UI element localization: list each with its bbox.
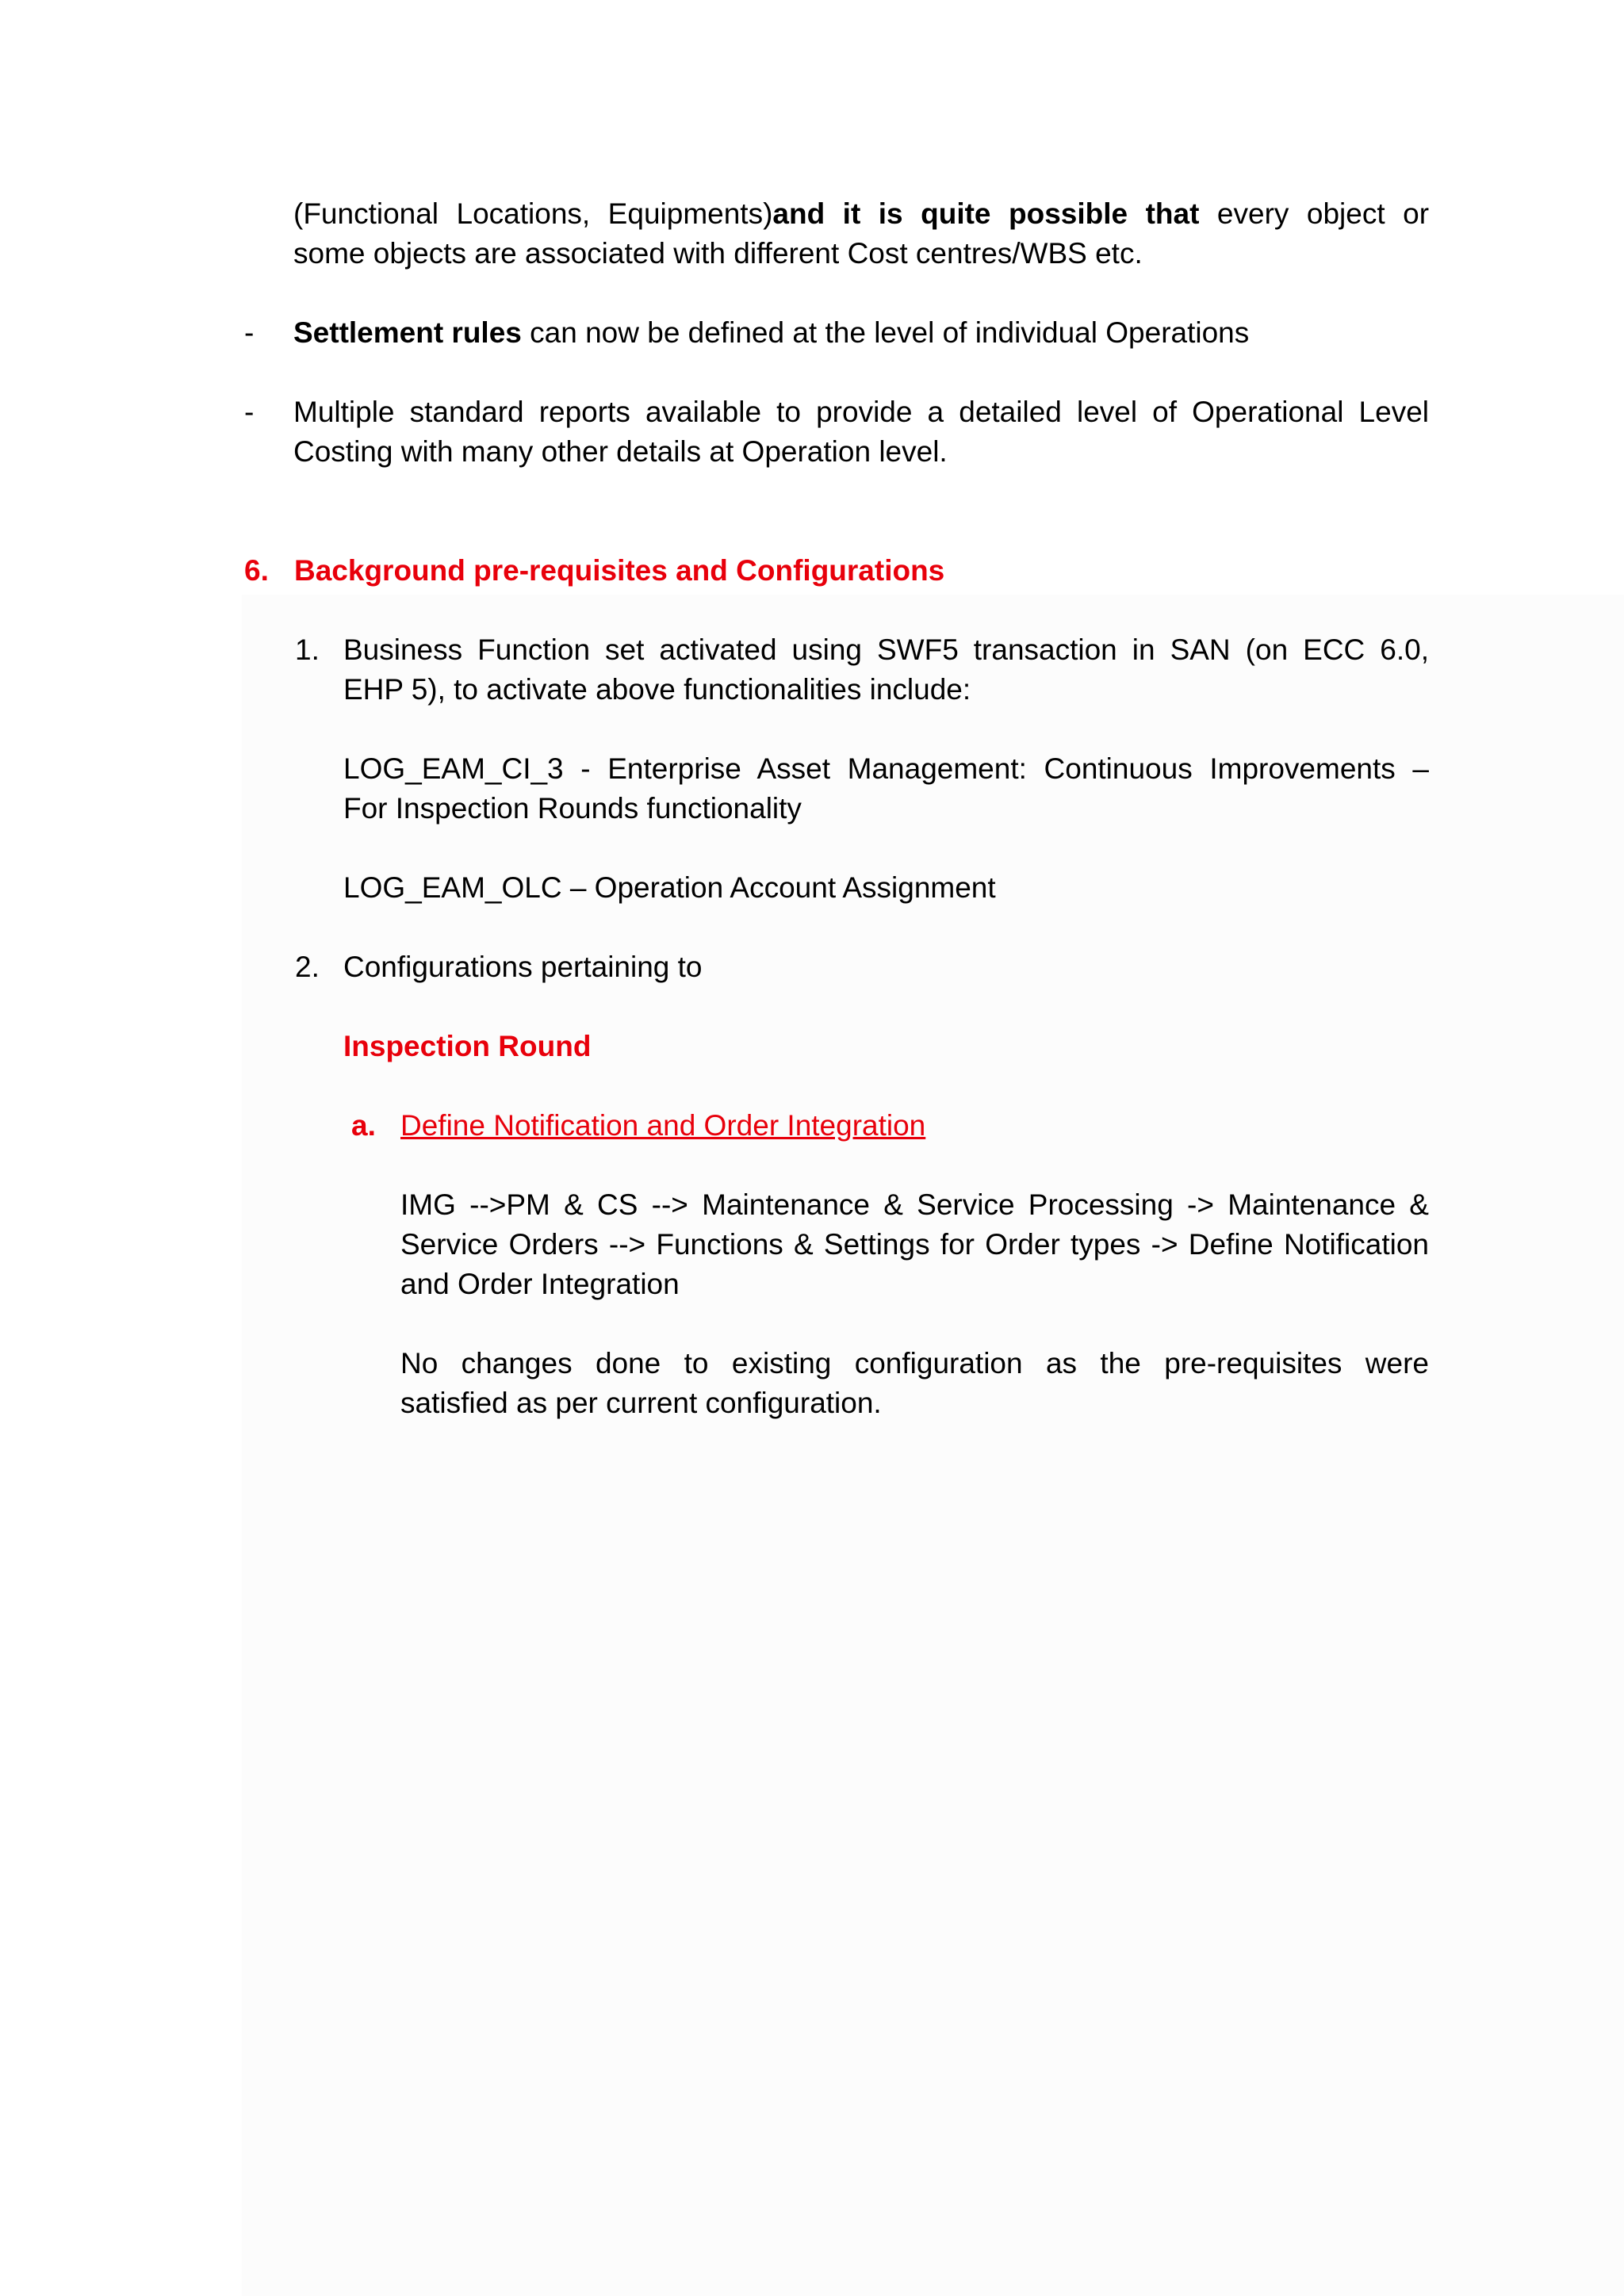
sub-item-a-letter: a. [351,1109,376,1142]
continuation-line-2: some objects are associated with different Cost centres/WBS etc. [293,237,1143,270]
no-changes-paragraph [400,1344,1429,1423]
item-1-line-1: Business Function set activated using SWF5 transaction in SAN (on ECC 6.0, [343,633,1429,666]
ci3-line-2: For Inspection Rounds functionality [343,792,802,825]
bullet-dash-settlement: - [244,316,255,349]
img-path-paragraph [400,1185,1429,1304]
business-function-ci3 [343,749,1429,828]
section-heading [244,551,944,591]
reports-line-1: Multiple standard reports available to provide a detailed level of Operational Level [293,396,1429,428]
define-notification-link[interactable]: Define Notification and Order Integration [400,1109,926,1142]
item-2-number: 2. [295,951,320,983]
business-function-olc: LOG_EAM_OLC – Operation Account Assignment [343,871,996,904]
continuation-line-1 [293,194,1429,234]
reports-bullet [293,392,1429,472]
continuation-text-c: every object or [1199,197,1430,230]
settlement-rules-text: can now be defined at the level of individual Operations [521,316,1250,349]
inspection-round-subheading: Inspection Round [343,1030,592,1062]
page-shading [242,595,1624,2296]
section-number: 6. [244,554,269,587]
item-1-number: 1. [295,633,320,666]
section-title: Background pre-requisites and Configurations [294,554,945,587]
img-path-line-3: and Order Integration [400,1268,680,1300]
item-1-line-2: EHP 5), to activate above functionalities include: [343,673,971,706]
bullet-dash-reports: - [244,396,255,428]
item-1-text [343,630,1429,710]
continuation-paragraph [293,194,1429,274]
settlement-rules-bold: Settlement rules [293,316,522,349]
img-path-line-1: IMG -->PM & CS --> Maintenance & Service Processing -> Maintenance & [400,1188,1429,1221]
continuation-bold-text: and it is quite possible that [772,197,1200,230]
no-changes-line-2: satisfied as per current configuration. [400,1387,882,1419]
item-2-text: Configurations pertaining to [343,951,703,983]
reports-line-2: Costing with many other details at Operation level. [293,435,948,468]
ci3-line-1: LOG_EAM_CI_3 - Enterprise Asset Management: Continuous Improvements – [343,752,1429,785]
continuation-text-a: (Functional Locations, Equipments) [293,197,773,230]
no-changes-line-1: No changes done to existing configuration as the pre-requisites were [400,1347,1429,1380]
settlement-rules-bullet [293,313,1429,353]
img-path-line-2: Service Orders --> Functions & Settings for Order types -> Define Notification [400,1228,1429,1261]
